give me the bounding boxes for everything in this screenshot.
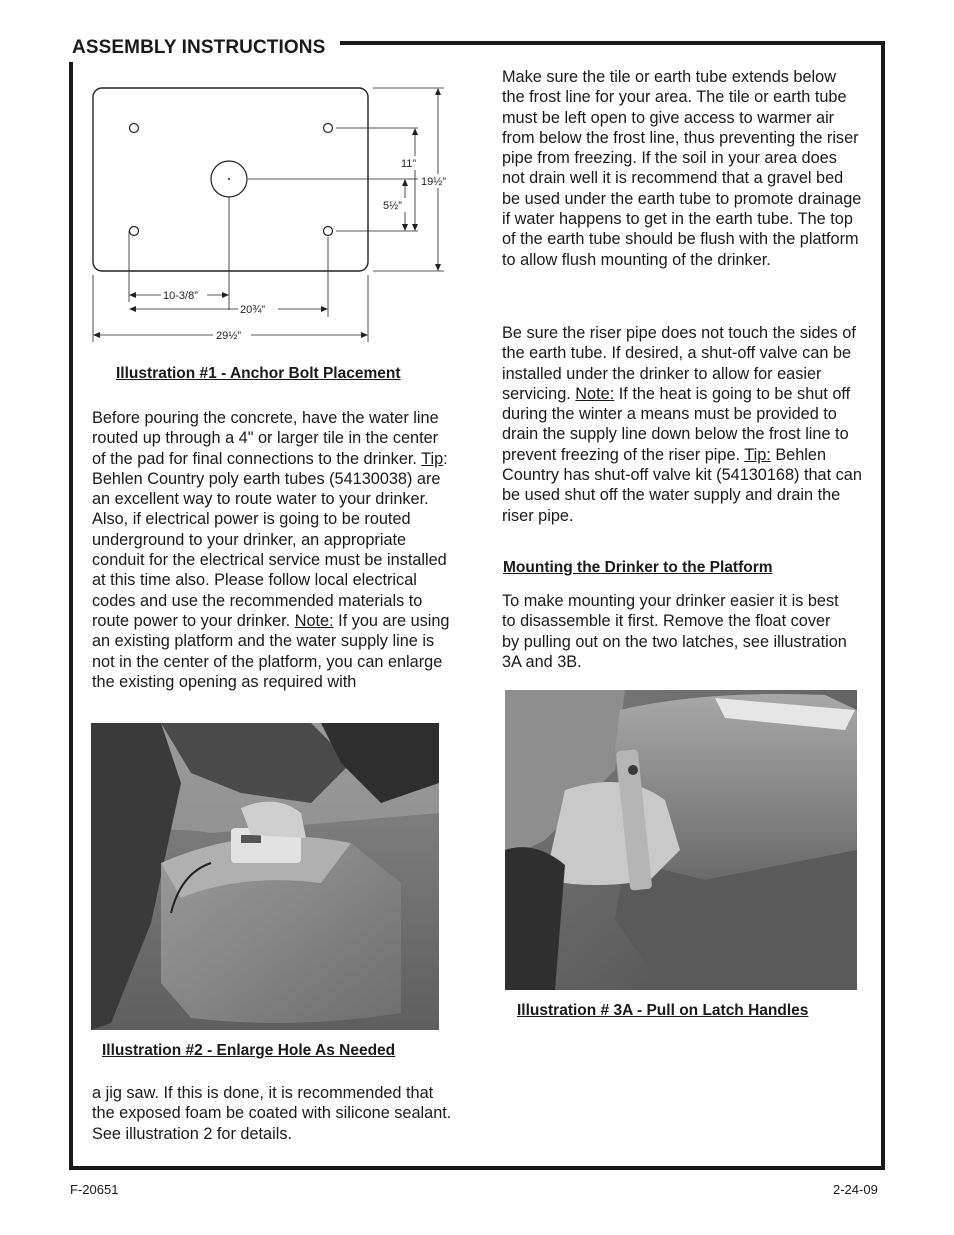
photo-enlarge-hole: [91, 723, 439, 1030]
bolt-hole-bottom-right: [324, 227, 333, 236]
frame-border-right: [881, 41, 885, 1170]
right-paragraph-3: To make mounting your drinker easier it is best to disassemble it first. Remove the float cover by pulling out on the two latches, see illustration 3A and 3B.: [502, 592, 847, 671]
bolt-hole-top-left: [130, 124, 139, 133]
section-title: ASSEMBLY INSTRUCTIONS: [72, 37, 329, 59]
revision-date: 2-24-09: [833, 1182, 878, 1197]
note-label: Note:: [575, 384, 615, 403]
anchor-bolt-diagram: [88, 82, 458, 348]
illustration-3a-caption: Illustration # 3A - Pull on Latch Handles: [517, 1002, 809, 1019]
bolt-hole-top-right: [324, 124, 333, 133]
dim-11-label: 11”: [401, 158, 417, 170]
document-number: F-20651: [70, 1182, 119, 1197]
right-paragraph-2: Be sure the riser pipe does not touch the sides of the earth tube. If desired, a shut-off valve can be installed under the drinker to allow for easier servicing. Note: If the heat is going to be shut off during the winter a means must be provided to drain the supply line down below the frost line to prevent freezing of the riser pipe. Tip: Behlen Country has shut-off valve kit (54130168) that can be used shut off the water supply and drain the riser pipe.: [502, 324, 862, 525]
photo-pull-latch-handles: [505, 690, 857, 990]
tip-label: Tip:: [744, 445, 771, 464]
frame-border-top: [340, 41, 885, 45]
note-label: Note:: [294, 611, 334, 630]
dim-5-label: 5½”: [383, 200, 402, 212]
mounting-subheading: Mounting the Drinker to the Platform: [503, 559, 773, 576]
dim-29-label: 29½”: [216, 330, 242, 342]
dim-20-label: 20¾”: [240, 304, 266, 316]
dim-10-label: 10-3/8”: [163, 290, 198, 302]
dim-19-label: 19½”: [421, 176, 447, 188]
tip-label: Tip: [421, 449, 444, 468]
frame-border-bottom: [69, 1166, 885, 1170]
right-paragraph-1: Make sure the tile or earth tube extends below the frost line for your area. The tile or earth tube must be left open to give access to warmer air from below the frost line, thus preventing the riser pipe from freezing. If the soil in your area does not drain well it is recommend that a gravel bed be used under the earth tube to promote drainage if water happens to get in the earth tube. The top of the earth tube should be flush with the platform to allow flush mounting of the drinker.: [502, 68, 862, 269]
frame-border-left: [69, 62, 73, 1170]
platform-outline: [93, 88, 368, 271]
left-paragraph-1: Before pouring the concrete, have the water line routed up through a 4" or larger tile in the center of the pad for final connections to the drinker. Tip: Behlen Country poly earth tubes (54130038) are an excellent way to route water to your drinker. Also, if electrical power is going to be routed underground to your drinker, an appropriate conduit for the electrical service must be installed at this time also. Please follow local electrical codes and use the recommended materials to route power to your drinker. Note: If you are using an existing platform and the water supply line is not in the center of the platform, you can enlarge the existing opening as required with: [92, 409, 450, 691]
illustration-1-caption: Illustration #1 - Anchor Bolt Placement: [116, 365, 401, 382]
bolt-hole-bottom-left: [130, 227, 139, 236]
left-paragraph-2: a jig saw. If this is done, it is recommended that the exposed foam be coated with silicone sealant. See illustration 2 for details.: [92, 1084, 452, 1143]
illustration-2-caption: Illustration #2 - Enlarge Hole As Needed: [102, 1042, 396, 1059]
